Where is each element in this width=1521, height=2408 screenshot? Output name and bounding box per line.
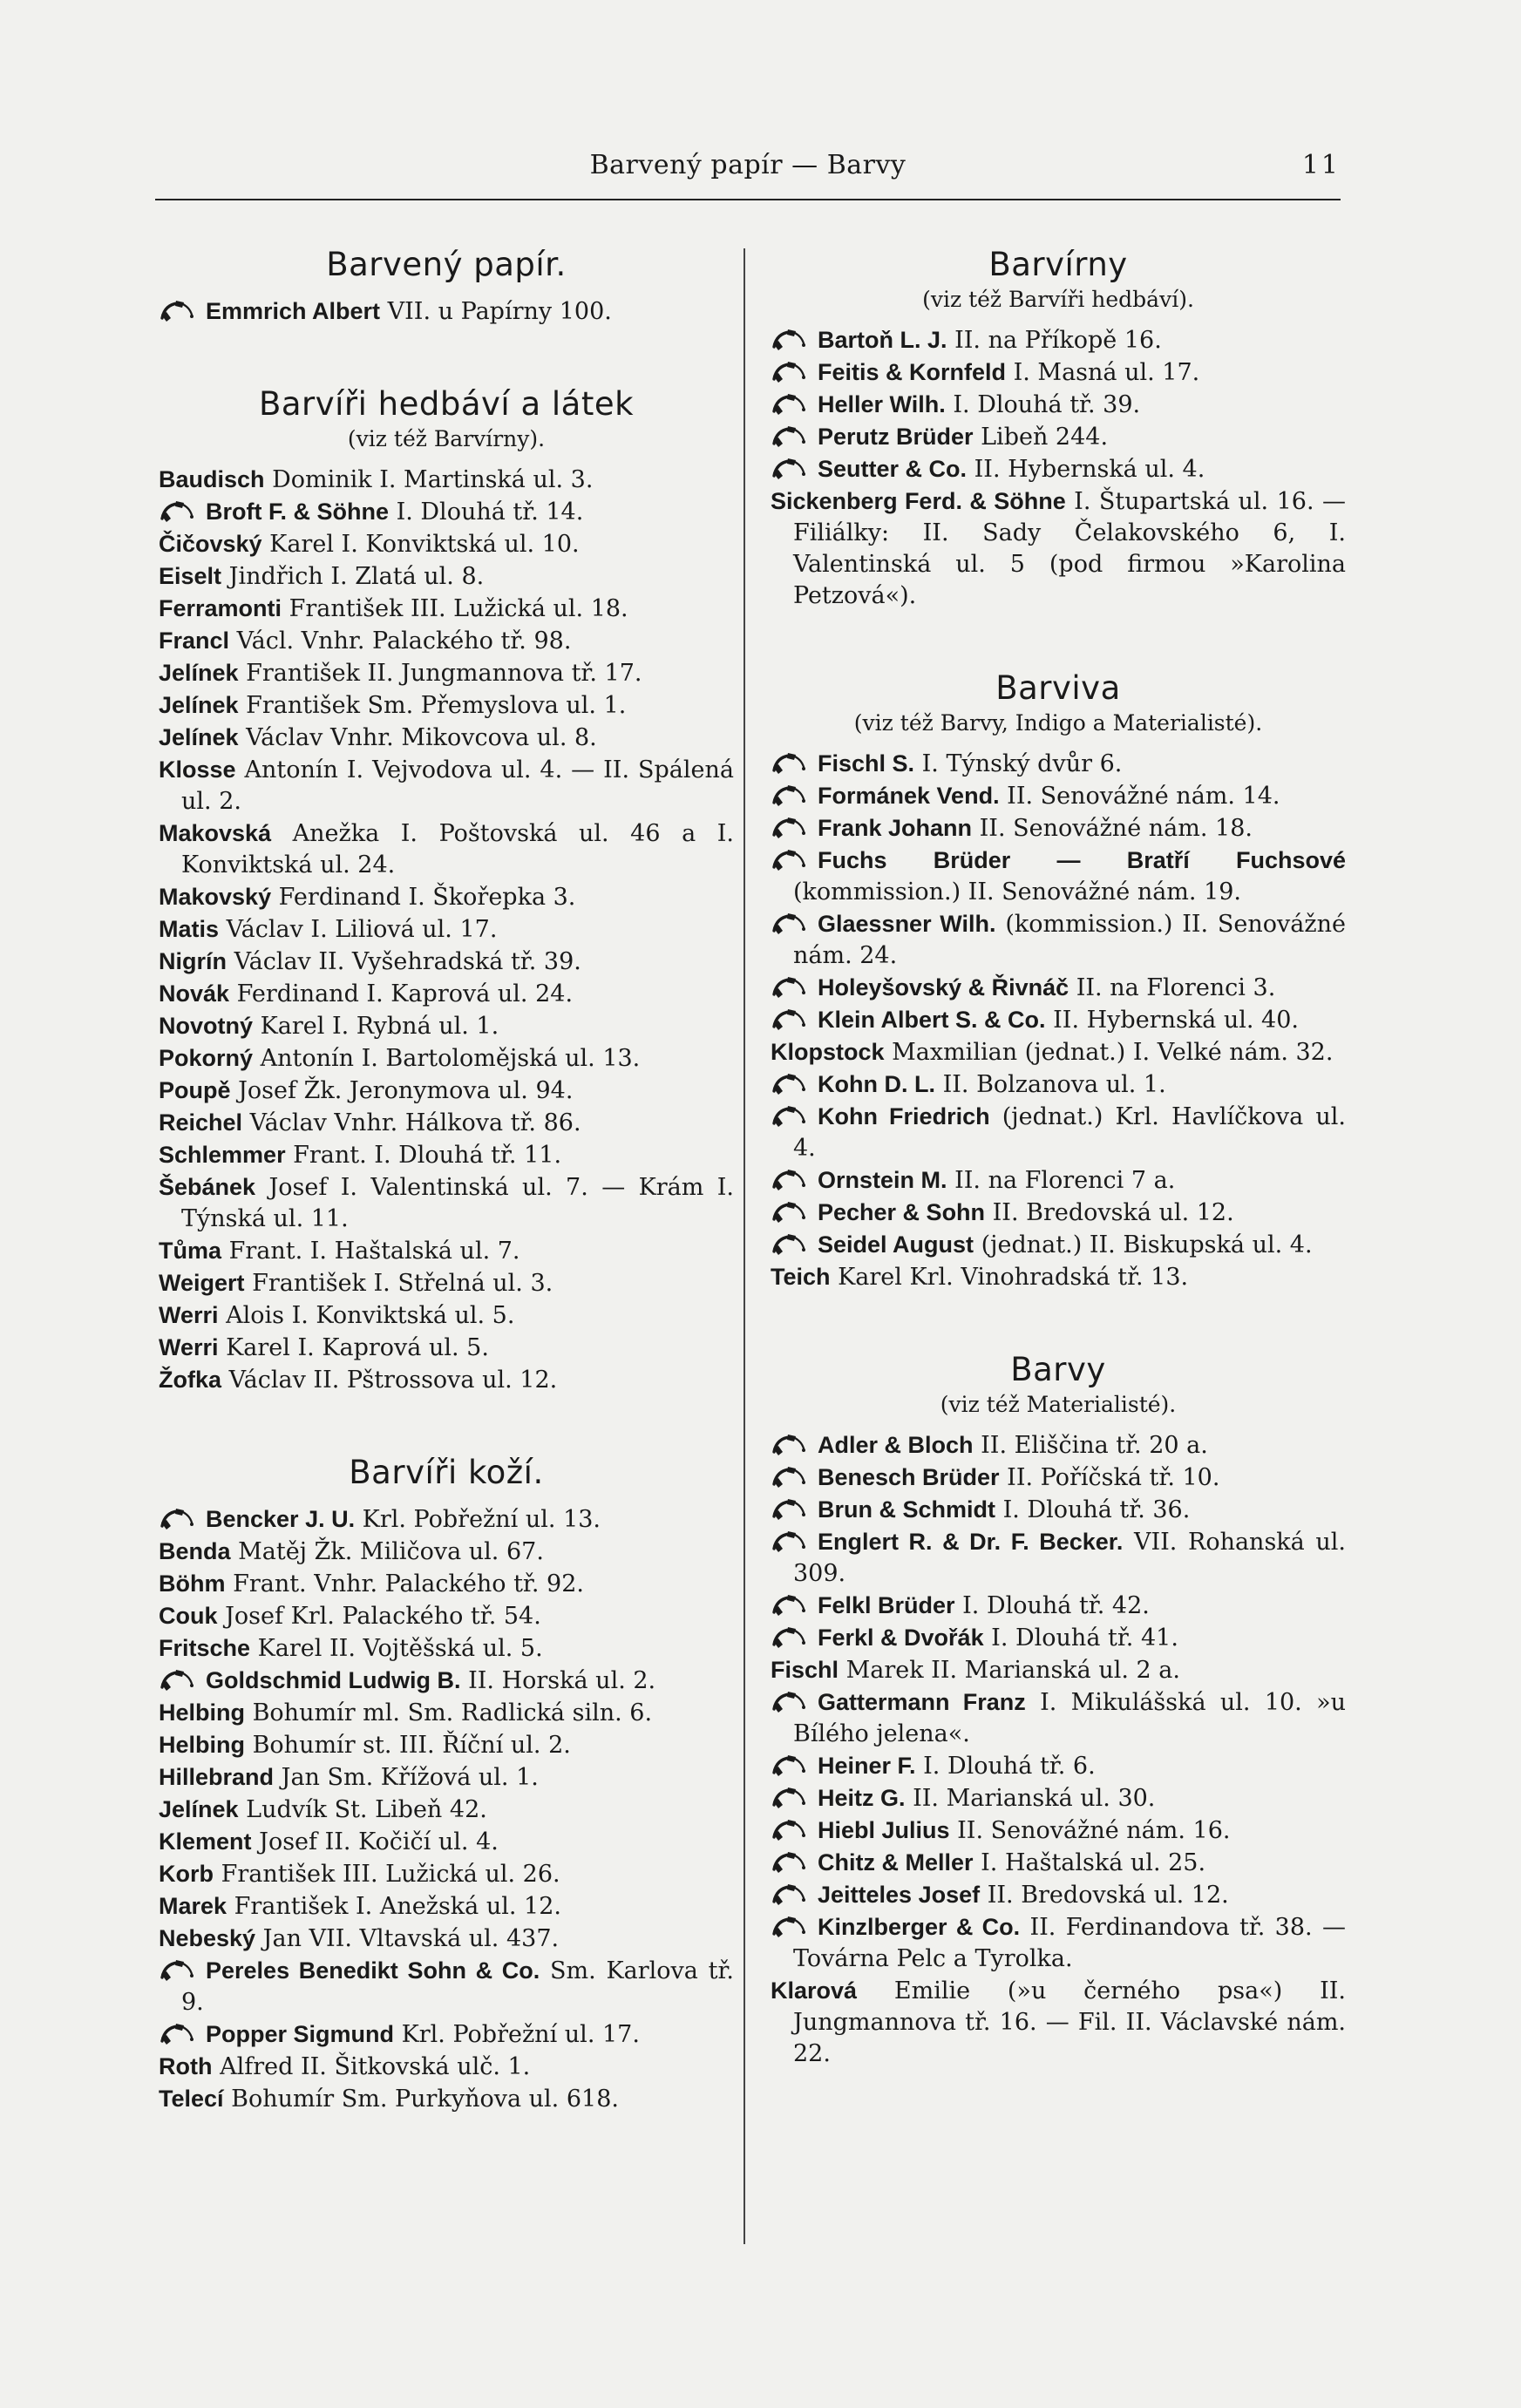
entry-address: Josef I. Valentinská ul. 7. — Krám I. Týnská ul. 11. [181,1174,734,1232]
directory-entry [159,1235,734,1267]
entry-name: Novotný [159,1013,253,1039]
telephone-icon [771,1625,805,1648]
telephone-icon [771,1497,805,1520]
entry-name: Makovský [159,884,272,910]
entry-name: Korb [159,1861,214,1887]
directory-entry [159,817,734,881]
directory-entry [771,1814,1346,1847]
directory-entry [159,1010,734,1042]
entry-address: I. Dlouhá tř. 6. [915,1753,1096,1780]
telephone-icon [771,1915,805,1937]
entry-name: Bartoň L. J. [818,327,947,353]
entry-name: Emmrich Albert [206,298,381,324]
telephone-icon [771,975,805,998]
telephone-icon [771,1465,805,1488]
entry-address: Alois I. Konviktská ul. 5. [218,1302,515,1329]
entry-address: I. Štupartská ul. 16. — Filiálky: II. Sady Čelakovského 6, I. Valentinská ul. 5 (pod firmou »Karolina Petzová«). [793,488,1346,609]
entry-address: Anežka I. Poštovská ul. 46 a I. Konviktská ul. 24. [181,820,734,878]
directory-entry [159,1075,734,1107]
directory-entry [159,1858,734,1890]
entry-address: František II. Jungmannova tř. 17. [238,660,642,687]
entry-address: I. Dlouhá tř. 42. [954,1592,1150,1619]
directory-entry [159,295,734,328]
telephone-icon [771,392,805,415]
entry-name: Klein Albert S. & Co. [818,1007,1046,1033]
telephone-icon [771,1530,805,1552]
telephone-icon [771,1007,805,1030]
entry-name: Pokorný [159,1045,254,1071]
entry-address: František III. Lužická ul. 26. [214,1861,560,1888]
entry-name: Broft F. & Söhne [206,499,389,525]
directory-entry [159,496,734,528]
entry-address: Bohumír Sm. Purkyňova ul. 618. [223,2086,619,2113]
directory-entry [159,722,734,754]
entry-name: Eiselt [159,563,222,589]
telephone-icon [159,499,194,522]
entry-name: Böhm [159,1570,226,1597]
entry-name: Klement [159,1828,252,1855]
entry-name: Fischl [771,1657,839,1683]
directory-entry [159,1794,734,1826]
entry-address: Jindřich I. Zlatá ul. 8. [221,563,485,590]
directory-entry [159,1665,734,1697]
telephone-icon [771,848,805,871]
entry-address: Krl. Pobřežní ul. 13. [355,1506,601,1533]
entry-name: Heiner F. [818,1753,916,1779]
entry-address: II. Poříčská tř. 10. [999,1464,1220,1491]
entry-address: I. Dlouhá tř. 36. [995,1496,1191,1523]
telephone-icon [159,1507,194,1530]
entry-name: Klopstock [771,1039,885,1065]
entry-address: Václav Vnhr. Mikovcova ul. 8. [238,724,597,751]
entry-name: Fritsche [159,1635,251,1661]
directory-entry [159,1568,734,1600]
entry-address: I. Týnský dvůr 6. [914,750,1123,777]
entry-name: Hiebl Julius [818,1817,950,1843]
entry-address: II. Marianská ul. 30. [905,1785,1156,1812]
entry-name: Čičovský [159,531,262,557]
header-rule [155,199,1341,200]
entry-address: Karel I. Rybná ul. 1. [253,1013,499,1040]
directory-entry [159,689,734,722]
directory-entry [159,754,734,817]
directory-entry [159,593,734,625]
entry-name: Tůma [159,1238,222,1264]
entry-address: Ludvík St. Libeň 42. [238,1796,487,1823]
entry-name: Adler & Bloch [818,1432,974,1458]
telephone-icon [771,1072,805,1095]
entry-address: I. Dlouhá tř. 39. [945,391,1141,418]
telephone-icon [159,1958,194,1981]
entry-list [771,748,1346,1293]
entry-name: Roth [159,2053,213,2079]
entry-address: Emilie (»u černého psa«) II. Jungmannova tř. 16. — Fil. II. Václavské nám. 22. [793,1977,1346,2067]
directory-entry [159,1632,734,1665]
entry-name: Weigert [159,1270,245,1296]
entry-address: II. Bredovská ul. 12. [980,1882,1229,1909]
entry-address: Karel II. Vojtěšská ul. 5. [250,1635,543,1662]
entry-list [159,464,734,1396]
entry-address: Libeň 244. [973,424,1109,451]
entry-address: Jan VII. Vltavská ul. 437. [255,1925,560,1952]
directory-entry [159,1107,734,1139]
entry-address: Matěj Žk. Miličova ul. 67. [230,1538,544,1565]
entry-name: Ferramonti [159,595,282,621]
entry-name: Fuchs Brüder — Bratří Fuchsové [818,847,1346,873]
directory-entry [159,1600,734,1632]
directory-entry [771,421,1346,453]
entry-name: Formánek Vend. [818,783,1000,809]
entry-name: Schlemmer [159,1142,286,1168]
entry-address: Josef II. Kočičí ul. 4. [251,1828,499,1855]
directory-entry [771,1654,1346,1686]
entry-name: Gattermann Franz [818,1689,1026,1715]
directory-entry [771,1879,1346,1911]
directory-entry [159,528,734,560]
telephone-icon [159,2022,194,2045]
telephone-icon [771,457,805,479]
directory-entry [771,1590,1346,1622]
entry-address: II. Bredovská ul. 12. [985,1199,1234,1226]
entry-address: Ferdinand I. Škořepka 3. [271,884,576,911]
directory-entry [771,1261,1346,1293]
directory-entry [159,1826,734,1858]
entry-list [771,1429,1346,2070]
entry-address: VII. u Papírny 100. [380,298,612,325]
telephone-icon [771,1882,805,1905]
telephone-icon [159,299,194,322]
entry-name: Goldschmid Ludwig B. [206,1667,461,1693]
entry-address: II. Hybernská ul. 40. [1045,1007,1299,1034]
entry-address: Frant. I. Haštalská ul. 7. [221,1238,520,1265]
telephone-icon [771,1104,805,1127]
directory-entry [771,1782,1346,1814]
telephone-icon [771,1200,805,1223]
section-note: (viz též Materialisté). [940,1392,1177,1417]
section-note: (viz též Barvíři hedbáví). [922,287,1194,312]
entry-name: Felkl Brüder [818,1592,955,1618]
entry-name: Poupě [159,1077,231,1103]
section-title-barveny-papir: Barvený papír. [326,246,567,283]
entry-name: Fischl S. [818,750,915,777]
entry-address: II. Horská ul. 2. [460,1667,656,1694]
directory-entry [159,1503,734,1536]
directory-entry [159,1729,734,1761]
entry-name: Teich [771,1264,831,1290]
running-title: Barvený papír — Barvy [589,150,906,180]
telephone-icon [771,1690,805,1713]
entry-address: II. Ferdinandova tř. 38. — Továrna Pelc a Tyrolka. [793,1914,1346,1972]
entry-name: Benda [159,1538,231,1564]
directory-entry [771,1004,1346,1036]
entry-name: Holeyšovský & Řivnáč [818,974,1069,1001]
entry-address: II. Bolzanova ul. 1. [934,1071,1166,1098]
telephone-icon [771,912,805,934]
entry-name: Marek [159,1893,227,1919]
entry-name: Couk [159,1603,218,1629]
entry-name: Heller Wilh. [818,391,946,417]
telephone-icon [771,360,805,383]
entry-name: Perutz Brüder [818,424,974,450]
entry-address: II. Senovážné nám. 14. [999,783,1280,810]
entry-address: František Sm. Přemyslova ul. 1. [238,692,627,719]
directory-entry [771,844,1346,908]
section-title-barvy: Barvy [1010,1351,1106,1388]
entry-address: II. na Florenci 7 a. [947,1167,1176,1194]
entry-address: Frant. I. Dlouhá tř. 11. [285,1142,562,1169]
entry-address: Frant. Vnhr. Palackého tř. 92. [225,1570,584,1597]
page-number: 11 [1301,150,1341,180]
entry-address: (jednat.) Krl. Havlíčkova ul. 4. [793,1103,1347,1162]
entry-address: I. Masná ul. 17. [1006,359,1200,386]
entry-address: VII. Rohanská ul. 309. [793,1529,1346,1587]
directory-entry [771,780,1346,812]
entry-address: Václav Vnhr. Hálkova tř. 86. [242,1109,581,1136]
entry-name: Matis [159,916,220,942]
entry-name: Jelínek [159,1796,239,1822]
telephone-icon [771,816,805,838]
entry-name: Pereles Benedikt Sohn & Co. [206,1957,540,1984]
directory-entry [159,1955,734,2018]
entry-address: II. Senovážné nám. 18. [972,815,1253,842]
entry-name: Jeitteles Josef [818,1882,981,1908]
entry-name: Nebeský [159,1925,256,1951]
directory-entry [159,946,734,978]
entry-name: Kohn D. L. [818,1071,935,1097]
entry-address: I. Dlouhá tř. 41. [983,1625,1178,1652]
directory-entry [159,464,734,496]
telephone-icon [771,424,805,447]
entry-name: Helbing [159,1732,245,1758]
section-note: (viz též Barvírny). [347,426,546,451]
directory-entry [771,1101,1346,1164]
directory-entry [159,2018,734,2051]
entry-name: Reichel [159,1109,243,1136]
entry-address: Václ. Vnhr. Palackého tř. 98. [229,627,572,655]
directory-entry [159,1364,734,1396]
directory-entry [771,748,1346,780]
directory-entry [771,1494,1346,1526]
directory-entry [159,881,734,913]
directory-entry [159,560,734,593]
entry-address: Antonín I. Vejvodova ul. 4. — II. Spálená ul. 2. [181,756,734,815]
entry-address: II. Senovážné nám. 16. [949,1817,1231,1844]
directory-entry [771,485,1346,612]
right-column [771,225,1346,2070]
entry-name: Englert R. & Dr. F. Becker. [818,1529,1124,1555]
directory-entry [159,2051,734,2083]
section-note: (viz též Barvy, Indigo a Materialisté). [853,710,1263,736]
entry-name: Ferkl & Dvořák [818,1625,984,1651]
entry-address: I. Haštalská ul. 25. [973,1849,1206,1876]
entry-name: Bencker J. U. [206,1506,356,1532]
entry-name: Jelínek [159,692,239,718]
directory-entry [771,1197,1346,1229]
entry-address: I. Dlouhá tř. 14. [389,499,584,526]
directory-entry [159,1697,734,1729]
directory-entry [159,1042,734,1075]
directory-entry [771,1462,1346,1494]
directory-entry [159,978,734,1010]
entry-address: II. Hybernská ul. 4. [967,456,1205,483]
entry-name: Kohn Friedrich [818,1103,990,1129]
telephone-icon [771,1850,805,1873]
entry-name: Seutter & Co. [818,456,968,482]
entry-name: Klarová [771,1977,858,2004]
entry-address: Bohumír st. III. Říční ul. 2. [245,1732,571,1759]
entry-name: Benesch Brüder [818,1464,1000,1490]
entry-name: Nigrín [159,948,227,974]
directory-entry [771,1229,1346,1261]
entry-address: Krl. Pobřežní ul. 17. [394,2021,640,2048]
entry-name: Werri [159,1302,219,1328]
entry-name: Seidel August [818,1231,974,1258]
directory-entry [159,913,734,946]
entry-name: Werri [159,1334,219,1360]
entry-name: Hillebrand [159,1764,275,1790]
telephone-icon [771,328,805,350]
entry-name: Baudisch [159,466,265,492]
directory-entry [771,812,1346,844]
entry-name: Pecher & Sohn [818,1199,986,1225]
directory-entry [771,972,1346,1004]
entry-name: Jelínek [159,660,239,686]
entry-address: Antonín I. Bartolomějská ul. 13. [253,1045,641,1072]
entry-name: Frank Johann [818,815,973,841]
directory-entry [771,453,1346,485]
entry-name: Žofka [159,1367,222,1393]
entry-address: Alfred II. Šitkovská ulč. 1. [212,2053,531,2080]
directory-entry [771,1750,1346,1782]
telephone-icon [771,1168,805,1190]
entry-name: Francl [159,627,230,654]
entry-address: František III. Lužická ul. 18. [282,595,628,622]
directory-entry [159,1890,734,1923]
entry-address: II. na Příkopě 16. [947,327,1162,354]
entry-list [159,295,734,328]
entry-address: (jednat.) II. Biskupská ul. 4. [974,1231,1313,1258]
directory-entry [159,1332,734,1364]
directory-entry [771,1429,1346,1462]
directory-entry [771,1164,1346,1197]
section-title-barviri-kozi: Barvíři koží. [349,1454,544,1491]
directory-entry [159,1536,734,1568]
directory-entry [159,1299,734,1332]
telephone-icon [771,1593,805,1616]
entry-address: Václav I. Liliová ul. 17. [219,916,498,943]
entry-name: Helbing [159,1699,245,1726]
entry-name: Feitis & Kornfeld [818,359,1007,385]
entry-address: František I. Anežská ul. 12. [227,1893,561,1920]
telephone-icon [159,1668,194,1691]
entry-name: Glaessner Wilh. [818,911,996,937]
entry-name: Kinzlberger & Co. [818,1914,1021,1940]
directory-entry [771,1622,1346,1654]
running-head [155,150,1341,193]
entry-address: (kommission.) II. Senovážné nám. 19. [793,878,1242,906]
entry-name: Telecí [159,2086,224,2112]
entry-name: Brun & Schmidt [818,1496,996,1523]
left-column [159,225,734,2115]
entry-address: II. Eliščina tř. 20 a. [973,1432,1208,1459]
entry-address: Marek II. Marianská ul. 2 a. [839,1657,1180,1684]
telephone-icon [771,783,805,806]
entry-name: Šebánek [159,1174,256,1200]
entry-address: Josef Krl. Palackého tř. 54. [217,1603,541,1630]
telephone-icon [771,1786,805,1808]
entry-address: František I. Střelná ul. 3. [244,1270,553,1297]
entry-name: Sickenberg Ferd. & Söhne [771,488,1066,514]
entry-name: Novák [159,980,230,1007]
section-title-barvirny: Barvírny [988,246,1128,283]
entry-address: Václav II. Vyšehradská tř. 39. [227,948,581,975]
directory-entry [159,1761,734,1794]
directory-entry [771,1686,1346,1750]
entry-address: Karel Krl. Vinohradská tř. 13. [830,1264,1189,1291]
entry-address: Václav II. Pštrossova ul. 12. [221,1367,558,1394]
directory-entry [771,356,1346,389]
directory-entry [159,1267,734,1299]
entry-address: (kommission.) II. Senovážné nám. 24. [793,911,1346,969]
entry-name: Chitz & Meller [818,1849,974,1876]
directory-entry [159,1923,734,1955]
telephone-icon [771,1753,805,1776]
entry-address: Karel I. Konviktská ul. 10. [261,531,580,558]
telephone-icon [771,1433,805,1455]
entry-name: Makovská [159,820,272,846]
entry-address: Sm. Karlova tř. 9. [181,1957,735,2016]
directory-entry [771,1526,1346,1590]
telephone-icon [771,1232,805,1255]
entry-name: Heitz G. [818,1785,906,1811]
entry-address: Bohumír ml. Sm. Radlická siln. 6. [245,1699,653,1726]
directory-entry [771,389,1346,421]
telephone-icon [771,1818,805,1841]
entry-address: Dominik I. Martinská ul. 3. [264,466,594,493]
entry-list [771,324,1346,612]
entry-address: Karel I. Kaprová ul. 5. [218,1334,489,1361]
entry-name: Jelínek [159,724,239,750]
entry-address: Ferdinand I. Kaprová ul. 24. [229,980,574,1007]
directory-entry [159,1171,734,1235]
entry-address: Maxmilian (jednat.) I. Velké nám. 32. [884,1039,1334,1066]
section-title-barviri-hedbavi-a-latek: Barvíři hedbáví a látek [258,385,635,423]
entry-address: I. Mikulášská ul. 10. »u Bílého jelena«. [793,1689,1346,1747]
entry-address: II. na Florenci 3. [1069,974,1276,1001]
section-title-barviva: Barviva [995,669,1121,707]
entry-name: Ornstein M. [818,1167,947,1193]
directory-entry [771,1036,1346,1068]
directory-entry [771,1847,1346,1879]
column-divider [744,248,745,2244]
directory-entry [159,625,734,657]
directory-entry [159,657,734,689]
directory-entry [771,1975,1346,2070]
directory-entry [771,908,1346,972]
directory-entry [771,324,1346,356]
entry-address: Josef Žk. Jeronymova ul. 94. [230,1077,574,1104]
directory-entry [159,1139,734,1171]
directory-entry [159,2083,734,2115]
entry-address: Jan Sm. Křížová ul. 1. [274,1764,539,1791]
entry-list [159,1503,734,2115]
directory-entry [771,1911,1346,1975]
directory-entry [771,1068,1346,1101]
entry-name: Popper Sigmund [206,2021,394,2047]
telephone-icon [771,751,805,774]
entry-name: Klosse [159,756,236,783]
